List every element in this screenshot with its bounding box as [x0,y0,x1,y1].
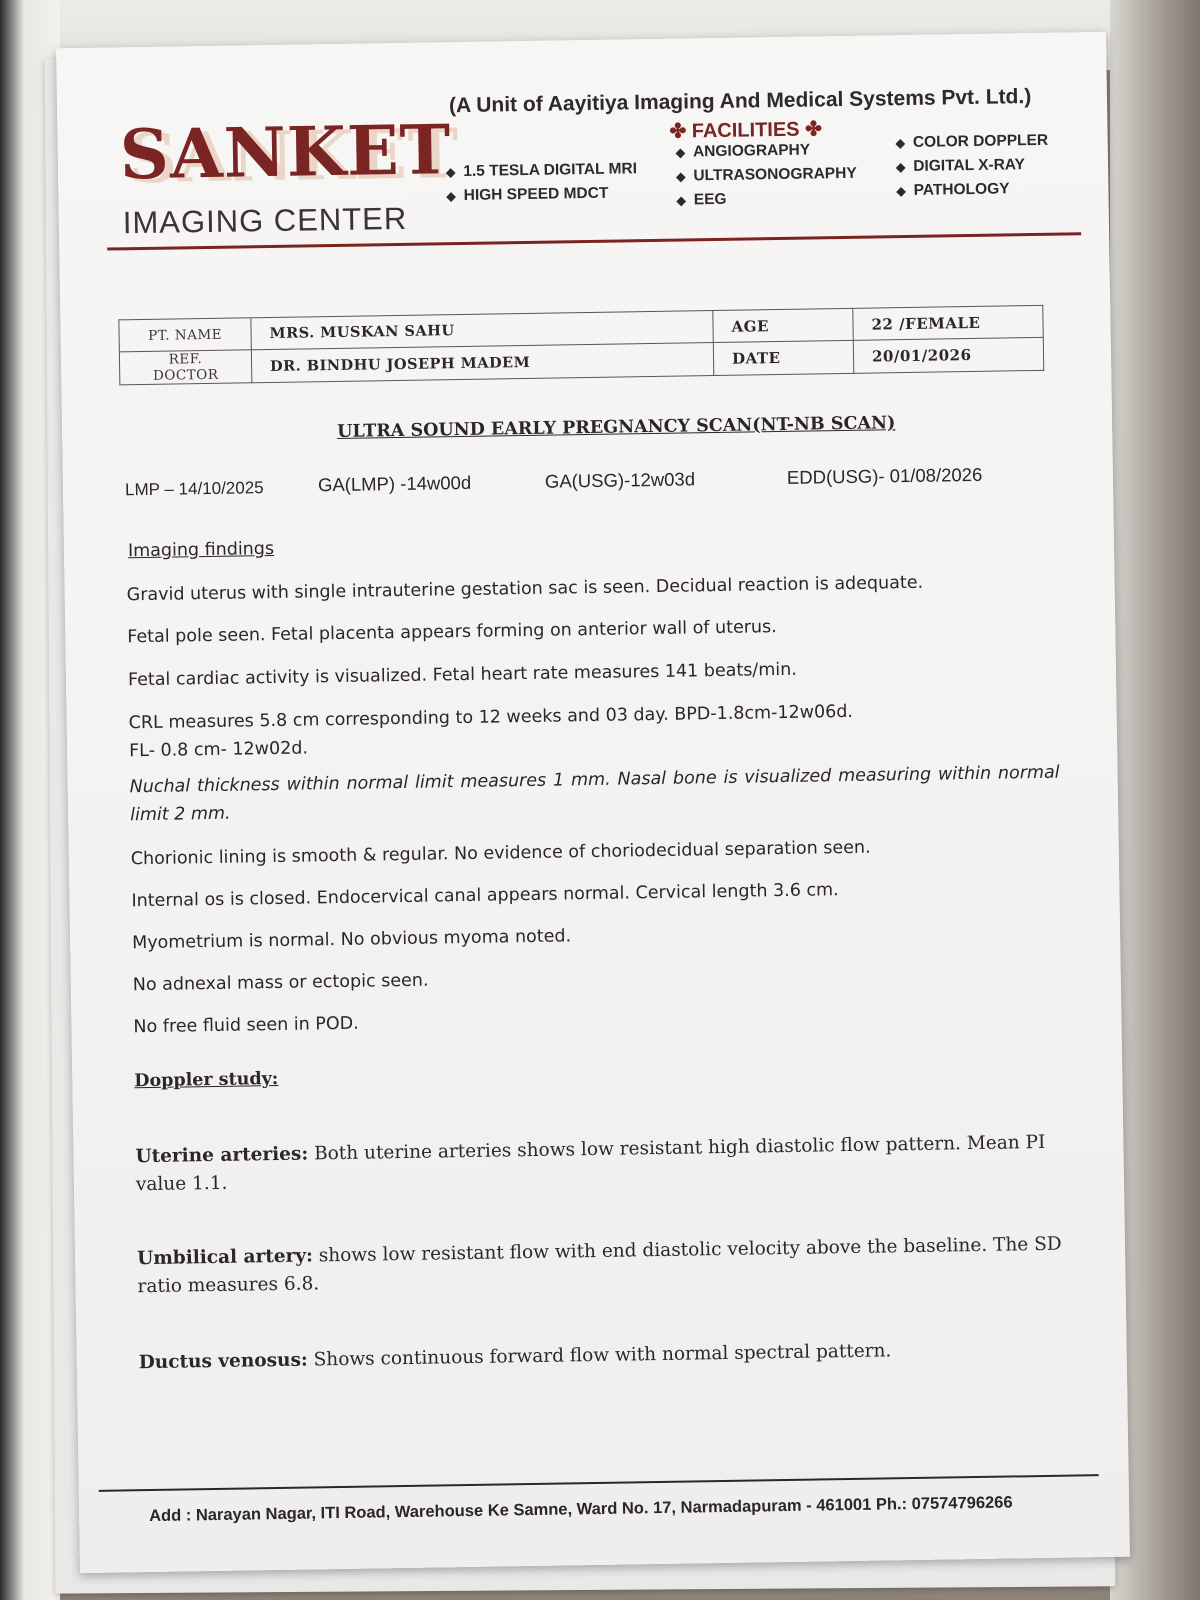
facility-item: ◆ ULTRASONOGRAPHY [676,162,857,189]
lmp-value: LMP – 14/10/2025 [124,478,264,500]
doppler-heading: Doppler study: [134,1068,279,1092]
finding-line: Fetal cardiac activity is visualized. Fetal heart rate measures 141 beats/min. [127,659,797,691]
facility-item: ◆ PATHOLOGY [896,177,1049,203]
report-date-label: DATE [713,340,854,375]
footer-divider [99,1474,1099,1492]
patient-name: MRS. MUSKAN SAHU [251,311,713,350]
ga-lmp-value: GA(LMP) -14w00d [317,471,472,496]
doppler-uterine-arteries [135,1129,1066,1200]
doppler-label: Ductus venosus: [138,1349,308,1374]
finding-line: Gravid uterus with single intrauterine gestation sac is seen. Decidual reaction is adequate. [126,572,924,606]
facility-item: ◆ ANGIOGRAPHY [676,138,857,165]
facilities-column-2 [676,138,858,213]
facility-item: ◆ EEG [676,186,857,213]
finding-line: No free fluid seen in POD. [133,1013,359,1038]
facility-item: ◆ HIGH SPEED MDCT [446,181,637,208]
unit-line: (A Unit of Aayitiya Imaging And Medical Systems Pvt. Ltd.) [448,85,1032,118]
facilities-column-1 [446,157,638,208]
facility-item: ◆ COLOR DOPPLER [895,129,1048,155]
facility-item: ◆ DIGITAL X-RAY [896,153,1049,179]
doppler-text: shows low resistant flow with end diastolic velocity above the baseline. The SD ratio measures 6.8. [137,1233,1062,1298]
ga-usg-value: GA(USG)-12w03d [544,468,696,492]
findings-heading: Imaging findings [127,538,275,562]
finding-line: CRL measures 5.8 cm corresponding to 12 weeks and 03 day. BPD-1.8cm-12w06d. [128,701,854,734]
finding-line: Nuchal thickness within normal limit measures 1 mm. Nasal bone is visualized measuring within normal limit 2 mm. [129,762,1060,826]
report-page [56,32,1130,1573]
brand-subtitle: IMAGING CENTER [122,200,408,241]
report-date: 20/01/2026 [853,337,1043,373]
facilities-title: ✤ FACILITIES ✤ [669,118,823,143]
patient-info-table [118,305,1044,386]
doppler-label: Umbilical artery: [136,1245,314,1270]
finding-line: No adnexal mass or ectopic seen. [132,970,429,996]
doppler-umbilical-artery [137,1231,1068,1302]
doppler-ductus-venosus [139,1335,1069,1378]
gestation-dates [125,462,1075,505]
finding-line: FL- 0.8 cm- 12w02d. [128,738,309,762]
doppler-label: Uterine arteries: [135,1143,309,1168]
footer-address: Add : Narayan Nagar, ITI Road, Warehouse Ke Samne, Ward No. 17, Narmadapuram - 461001 Ph.: 07574796266 [149,1493,1013,1526]
finding-line: Internal os is closed. Endocervical canal appears normal. Cervical length 3.6 cm. [131,880,839,912]
patient-age: 22 /FEMALE [853,305,1043,340]
facility-item: ◆ 1.5 TESLA DIGITAL MRI [446,157,637,184]
finding-line: Chorionic lining is smooth & regular. No evidence of choriodecidual separation seen. [130,837,871,870]
doppler-text: Shows continuous forward flow with normal spectral pattern. [313,1340,892,1371]
report-title: ULTRA SOUND EARLY PREGNANCY SCAN(NT-NB SCAN) [336,413,896,442]
ref-doctor-label: REF. DOCTOR [119,350,252,385]
patient-name-label: PT. NAME [119,318,251,352]
finding-line: Myometrium is normal. No obvious myoma noted. [131,926,572,954]
patient-age-label: AGE [713,308,853,342]
finding-line: Fetal pole seen. Fetal placenta appears forming on anterior wall of uterus. [127,617,777,648]
doppler-text: Both uterine arteries shows low resistant high diastolic flow pattern. Mean PI value 1.1. [135,1131,1046,1196]
edd-usg-value: EDD(USG)- 01/08/2026 [786,463,983,488]
ref-doctor: DR. BINDHU JOSEPH MADEM [251,343,713,383]
brand-name: SANKET [119,110,452,196]
facilities-column-3 [895,129,1049,203]
